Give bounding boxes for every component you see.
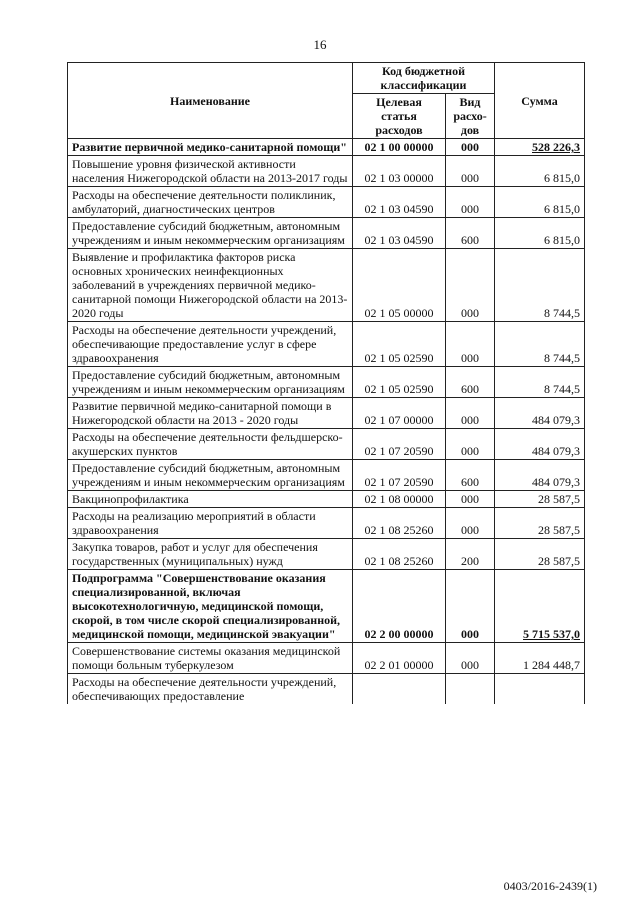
row-expense-type: 000: [446, 156, 495, 187]
row-sum: 8 744,5: [495, 367, 585, 398]
row-name: Расходы на обеспечение деятельности учреждений, обеспечивающие предоставление услуг в сфере здравоохранения: [68, 322, 353, 367]
row-target-code: 02 1 03 04590: [353, 187, 446, 218]
row-target-code: 02 1 05 02590: [353, 322, 446, 367]
row-name: Предоставление субсидий бюджетным, автономным учреждениям и иным некоммерческим организациям: [68, 218, 353, 249]
row-sum: 8 744,5: [495, 322, 585, 367]
row-target-code: 02 1 08 00000: [353, 491, 446, 508]
header-sum: Сумма: [495, 63, 585, 139]
table-row: [68, 187, 585, 218]
row-name: Закупка товаров, работ и услуг для обеспечения государственных (муниципальных) нужд: [68, 539, 353, 570]
row-target-code: 02 1 05 02590: [353, 367, 446, 398]
table-row: [68, 249, 585, 322]
table-row: [68, 508, 585, 539]
row-target-code: 02 2 01 00000: [353, 643, 446, 674]
row-name: Предоставление субсидий бюджетным, автономным учреждениям и иным некоммерческим организациям: [68, 460, 353, 491]
row-target-code: 02 1 07 00000: [353, 398, 446, 429]
row-target-code: 02 2 00 00000: [353, 570, 446, 643]
header-name: Наименование: [68, 63, 353, 139]
table-row: [68, 491, 585, 508]
table-row: [68, 539, 585, 570]
header-type: Вид расхо-дов: [446, 94, 495, 139]
row-name: Расходы на реализацию мероприятий в области здравоохранения: [68, 508, 353, 539]
row-sum: 6 815,0: [495, 187, 585, 218]
row-sum: 28 587,5: [495, 539, 585, 570]
table-row: [68, 367, 585, 398]
row-name: Предоставление субсидий бюджетным, автономным учреждениям и иным некоммерческим организациям: [68, 367, 353, 398]
row-target-code: 02 1 08 25260: [353, 508, 446, 539]
row-expense-type: 000: [446, 398, 495, 429]
table-row: [68, 429, 585, 460]
row-expense-type: 000: [446, 491, 495, 508]
row-expense-type: 000: [446, 643, 495, 674]
row-expense-type: 000: [446, 429, 495, 460]
row-name: Расходы на обеспечение деятельности учреждений, обеспечивающих предоставление: [68, 674, 353, 705]
row-name: Выявление и профилактика факторов риска основных хронических неинфекционных заболеваний в учреждениях первичной медико-санитарной помощи Нижегородской области на 2013-2020 годы: [68, 249, 353, 322]
row-expense-type: 000: [446, 139, 495, 156]
table-row: [68, 674, 585, 705]
row-expense-type: 600: [446, 460, 495, 491]
row-sum: 1 284 448,7: [495, 643, 585, 674]
row-expense-type: 000: [446, 322, 495, 367]
row-sum: 528 226,3: [495, 139, 585, 156]
row-name: Развитие первичной медико-санитарной помощи": [68, 139, 353, 156]
row-name: Расходы на обеспечение деятельности фельдшерско-акушерских пунктов: [68, 429, 353, 460]
row-sum: 484 079,3: [495, 460, 585, 491]
row-target-code: 02 1 07 20590: [353, 429, 446, 460]
row-expense-type: 000: [446, 508, 495, 539]
row-name: Развитие первичной медико-санитарной помощи в Нижегородской области на 2013 - 2020 годы: [68, 398, 353, 429]
document-id: 0403/2016-2439(1): [503, 879, 597, 893]
table-body: [68, 139, 585, 705]
row-target-code: [353, 674, 446, 705]
row-expense-type: 600: [446, 367, 495, 398]
table-row: [68, 156, 585, 187]
table-row: [68, 460, 585, 491]
budget-table: [67, 62, 585, 704]
row-name: Подпрограмма "Совершенствование оказания специализированной, включая высокотехнологичную, медицинской помощи, скорой, в том числе скорой специализированной, медицинской помощи, медицинской эвакуации": [68, 570, 353, 643]
row-target-code: 02 1 07 20590: [353, 460, 446, 491]
table-row: [68, 218, 585, 249]
header-target: Целевая статья расходов: [353, 94, 446, 139]
table-header: [68, 63, 585, 139]
header-code-group: Код бюджетной классификации: [353, 63, 495, 94]
row-sum: 484 079,3: [495, 429, 585, 460]
row-sum: 6 815,0: [495, 218, 585, 249]
row-expense-type: [446, 674, 495, 705]
row-expense-type: 200: [446, 539, 495, 570]
row-sum: 28 587,5: [495, 508, 585, 539]
row-expense-type: 000: [446, 249, 495, 322]
row-sum: [495, 674, 585, 705]
row-expense-type: 600: [446, 218, 495, 249]
table-row: [68, 398, 585, 429]
row-target-code: 02 1 05 00000: [353, 249, 446, 322]
row-sum: 484 079,3: [495, 398, 585, 429]
table-row: [68, 139, 585, 156]
row-target-code: 02 1 03 00000: [353, 156, 446, 187]
row-name: Повышение уровня физической активности населения Нижегородской области на 2013-2017 годы: [68, 156, 353, 187]
row-target-code: 02 1 00 00000: [353, 139, 446, 156]
row-target-code: 02 1 08 25260: [353, 539, 446, 570]
table-row: [68, 643, 585, 674]
page-number: 16: [313, 37, 327, 52]
row-expense-type: 000: [446, 187, 495, 218]
row-expense-type: 000: [446, 570, 495, 643]
row-sum: 5 715 537,0: [495, 570, 585, 643]
row-target-code: 02 1 03 04590: [353, 218, 446, 249]
row-sum: 28 587,5: [495, 491, 585, 508]
table-row: [68, 570, 585, 643]
row-sum: 8 744,5: [495, 249, 585, 322]
row-name: Вакцинопрофилактика: [68, 491, 353, 508]
row-name: Совершенствование системы оказания медицинской помощи больным туберкулезом: [68, 643, 353, 674]
row-sum: 6 815,0: [495, 156, 585, 187]
row-name: Расходы на обеспечение деятельности поликлиник, амбулаторий, диагностических центров: [68, 187, 353, 218]
table-row: [68, 322, 585, 367]
